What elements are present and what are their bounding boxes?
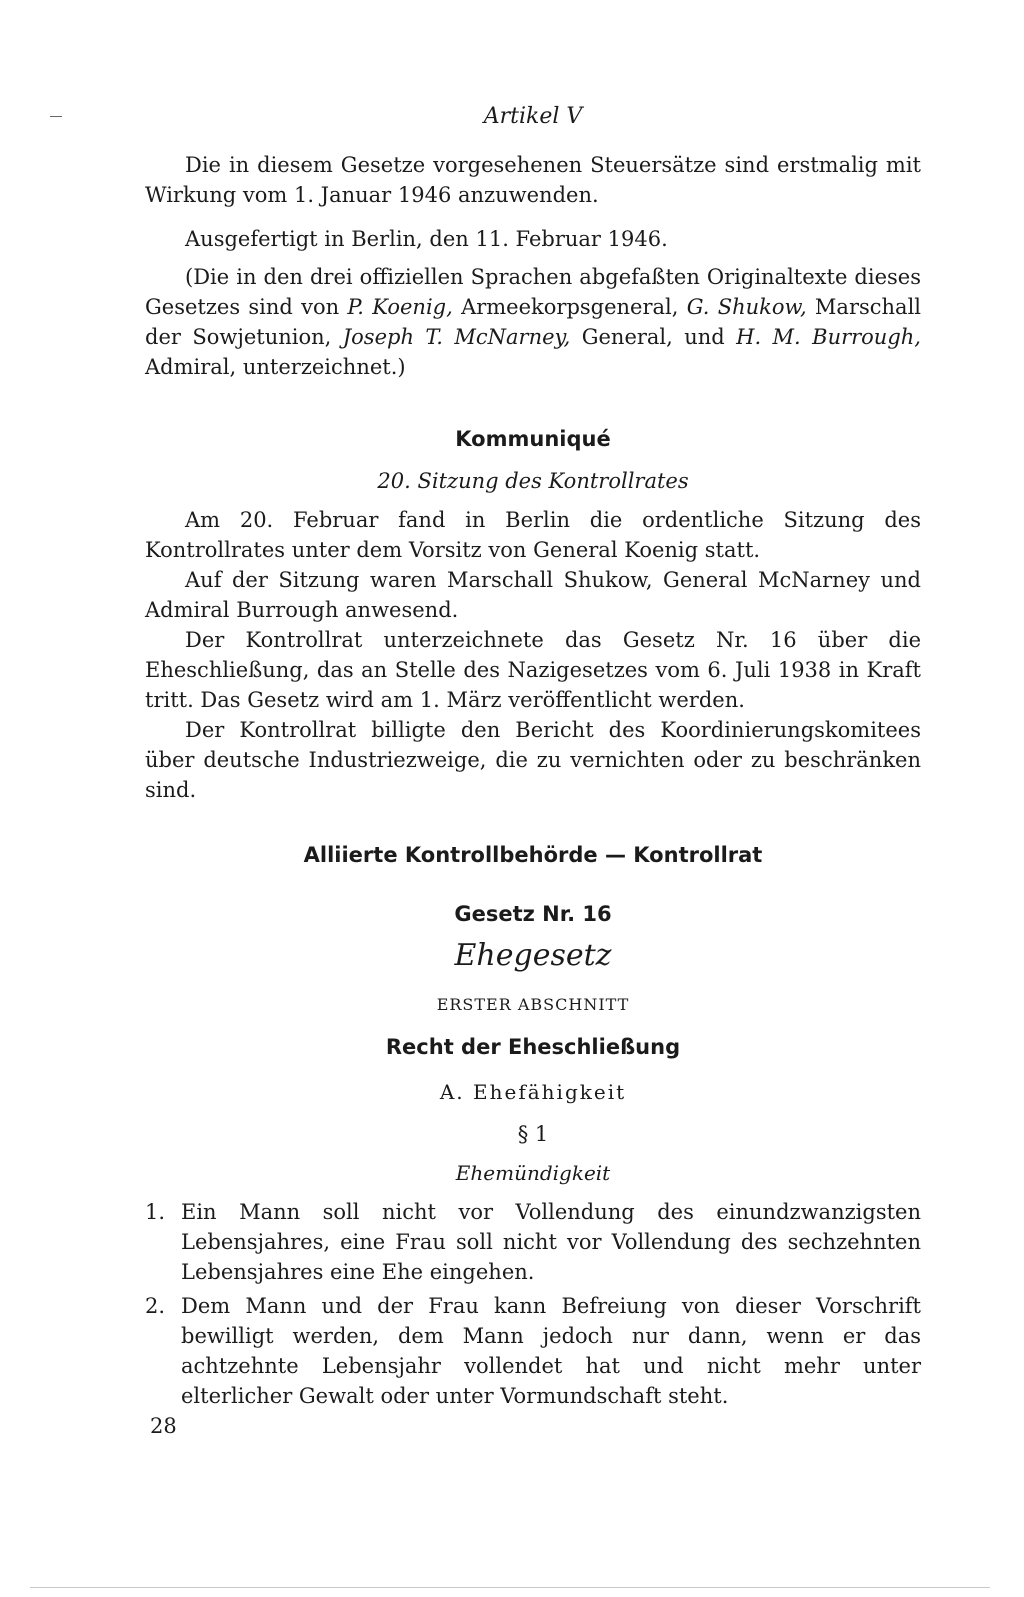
authority-heading: Alliierte Kontrollbehörde — Kontrollrat [303,843,763,867]
communique-paragraph: Der Kontrollrat unterzeichnete das Gesetz Nr. 16 über die Eheschließung, das an Stelle des Nazigesetzes vom 6. Juli 1938 in Kraft tritt. Das Gesetz wird am 1. März veröffentlicht werden. [145,628,921,712]
article-title: Artikel V [483,104,583,129]
article-paragraph: Die in diesem Gesetze vorgesehenen Steuersätze sind erstmalig mit Wirkung vom 1. Januar 1946 anzuwenden. [145,153,921,207]
communique-subtitle: 20. Sitzung des Kontrollrates [377,469,689,493]
signatory-name: H. M. Burrough, [736,325,921,349]
original-texts-note [145,262,921,382]
section-title: Recht der Eheschließung [385,1035,681,1059]
issued-note [145,224,921,254]
communique-paragraph: Am 20. Februar fand in Berlin die ordentliche Sitzung des Kontrollrates unter dem Vorsitz von General Koenig statt. [145,508,921,562]
subsection-title: A. Ehefähigkeit [439,1080,627,1104]
section-label: ERSTER ABSCHNITT [436,995,630,1014]
communique-paragraph: Der Kontrollrat billigte den Bericht des Koordinierungskomitees über deutsche Industriezweige, die zu vernichten oder zu beschränken sind. [145,718,921,802]
original-text-part: Admiral, unterzeichnet.) [145,355,406,379]
scan-edge [30,1587,990,1588]
signatory-name: G. Shukow, [686,295,807,319]
communique-title: Kommuniqué [455,427,611,451]
page-number: 28 [150,1414,177,1438]
item-number: 1. [145,1200,166,1224]
item-text: Dem Mann und der Frau kann Befreiung von dieser Vorschrift bewilligt werden, dem Mann jedoch nur dann, wenn er das achtzehnte Lebensjahr vollendet hat und nicht mehr unter elterlicher Gewalt oder unter Vormundschaft steht. [181,1294,921,1408]
original-text-part: Armeekorpsgeneral, [452,295,687,319]
item-number: 2. [145,1294,166,1318]
provision-list [145,1197,921,1415]
issued-paragraph: Ausgefertigt in Berlin, den 11. Februar 1946. [185,227,668,251]
paragraph-title: Ehemündigkeit [455,1161,611,1185]
signatory-name: Joseph T. McNarney, [342,325,571,349]
list-item [145,1291,921,1411]
item-text: Ein Mann soll nicht vor Vollendung des einundzwanzigsten Lebensjahres, eine Frau soll nicht vor Vollendung des sechzehnten Lebensjahres eine Ehe eingehen. [181,1200,921,1284]
original-text-part: Marschall der Sowjetunion, [145,295,921,349]
list-item [145,1197,921,1287]
communique-body [145,505,921,805]
original-text-part: (Die in den drei offiziellen Sprachen abgefaßten Originaltexte dieses Gesetzes sind von [145,265,921,319]
original-text-part: General, und [570,325,737,349]
original-texts-paragraph [145,262,921,382]
paragraph-number: § 1 [517,1122,549,1146]
signatory-name: P. Koenig, [347,295,453,319]
law-name: Ehegesetz [454,938,612,973]
margin-mark [50,116,62,117]
law-number: Gesetz Nr. 16 [454,902,612,926]
article-body [145,150,921,210]
communique-paragraph: Auf der Sitzung waren Marschall Shukow, General McNarney und Admiral Burrough anwesend. [145,568,921,622]
